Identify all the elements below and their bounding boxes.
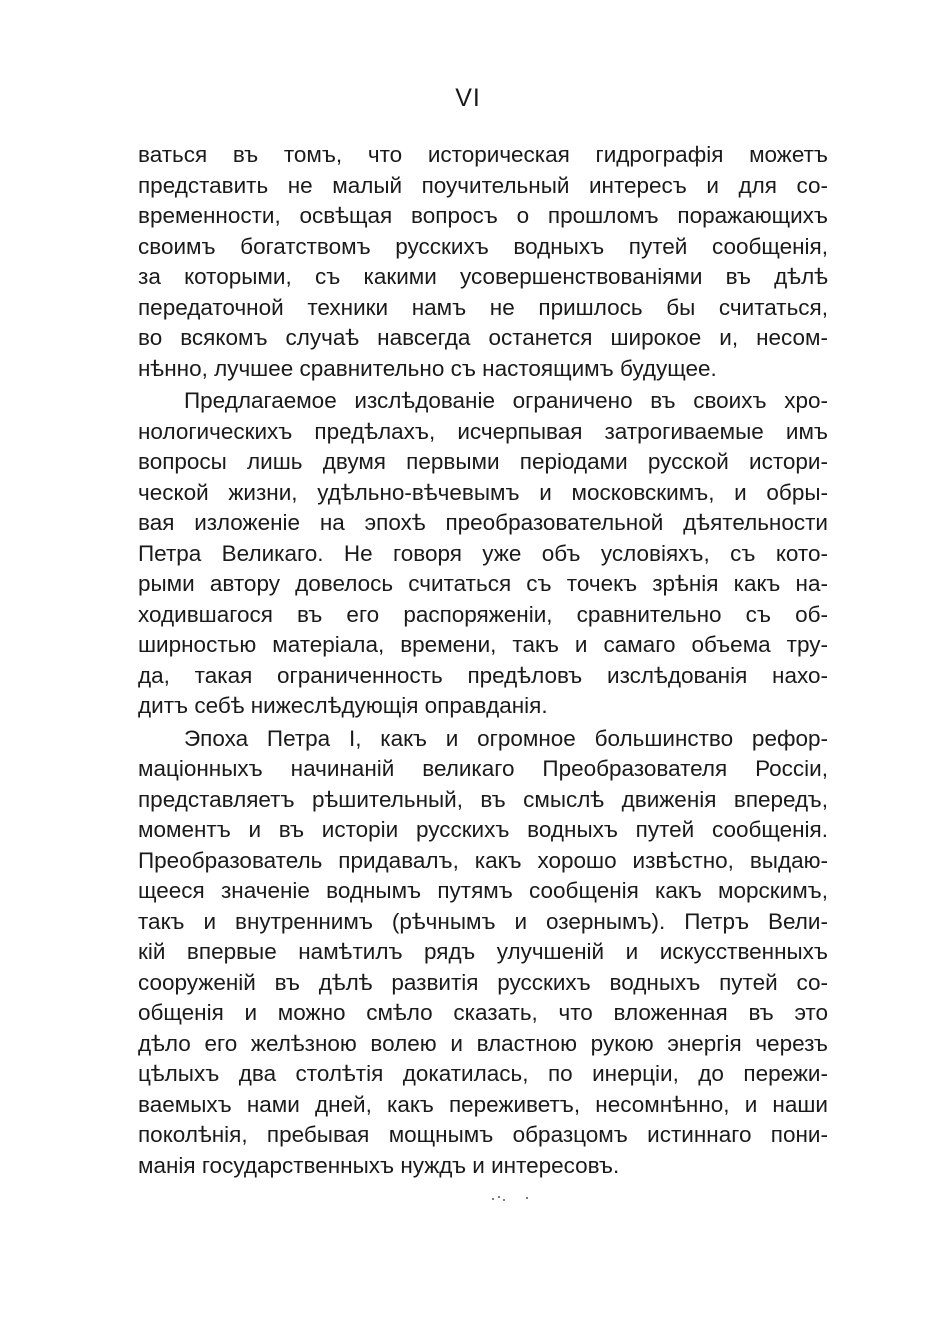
text-line: Петра Великаго. Не говоря уже объ условіяхъ, съ кото-: [138, 540, 828, 566]
text-line: временности, освѣщая вопросъ о прошломъ поражающихъ: [138, 203, 828, 228]
text-line: нологическихъ предѣлахъ, исчерпывая затрогиваемые имъ: [138, 418, 828, 444]
text-line: ческой жизни, удѣльно-вѣчевымъ и московскимъ, и обры-: [138, 479, 828, 505]
page-number: VI: [455, 84, 481, 112]
text-line: ширностью матеріала, времени, такъ и самаго объема тру-: [138, 632, 828, 657]
text-line: Предлагаемое изслѣдованіе ограничено въ своихъ хро-: [184, 388, 828, 413]
text-line: ходившагося въ его распоряженіи, сравнительно съ об-: [138, 601, 828, 627]
speck: [492, 1198, 494, 1200]
text-line: своимъ богатствомъ русскихъ водныхъ путей сообщенія,: [138, 233, 828, 259]
text-line: ваться въ томъ, что историческая гидрографія можетъ: [138, 142, 828, 167]
text-line: передаточной техники намъ не пришлось бы считаться,: [138, 294, 828, 320]
text-line: вая изложеніе на эпохѣ преобразовательной дѣятельности: [138, 510, 828, 535]
text-line: моментъ и въ исторіи русскихъ водныхъ путей сообщенія.: [138, 817, 828, 842]
text-line: маціонныхъ начинаній великаго Преобразователя Россіи,: [138, 756, 828, 781]
text-line: общенія и можно смѣло сказать, что вложенная въ это: [138, 1000, 828, 1025]
text-line: такъ и внутреннимъ (рѣчнымъ и озернымъ). Петръ Вели-: [138, 908, 828, 934]
text-line: ваемыхъ нами дней, какъ переживетъ, несомнѣнно, и наши: [138, 1091, 828, 1117]
text-line: сооруженій въ дѣлѣ развитія русскихъ водныхъ путей со-: [138, 969, 828, 995]
text-line: дитъ себѣ нижеслѣдующія оправданія.: [138, 693, 548, 718]
speck: [498, 1196, 500, 1198]
paragraph-2: [138, 386, 828, 722]
text-line: Преобразователь придавалъ, какъ хорошо извѣстно, выдаю-: [138, 847, 828, 873]
text-line: во всякомъ случаѣ навсегда останется широкое и, несом-: [138, 325, 828, 350]
text-line: щееся значеніе воднымъ путямъ сообщенія какъ морскимъ,: [138, 878, 828, 903]
text-line: представляетъ рѣшительный, въ смыслѣ движенія впередъ,: [138, 786, 828, 812]
text-line: за которыми, съ какими усовершенствованіями въ дѣлѣ: [138, 264, 828, 289]
speck: [526, 1197, 528, 1199]
speck: [503, 1199, 505, 1201]
text-line: кій впервые намѣтилъ рядъ улучшеній и искусственныхъ: [138, 939, 828, 964]
text-line: дѣло его желѣзною волею и властною рукою энергія черезъ: [138, 1030, 828, 1056]
text-line: поколѣнія, пребывая мощнымъ образцомъ истиннаго пони-: [138, 1122, 828, 1147]
text-line: нѣнно, лучшее сравнительно съ настоящимъ будущее.: [138, 355, 717, 381]
paragraph-1: [138, 140, 828, 384]
body-text: [138, 140, 828, 1181]
text-line: да, такая ограниченность предѣловъ изслѣдованія нахо-: [138, 662, 828, 688]
text-line: рыми автору довелось считаться съ точекъ зрѣнія какъ на-: [138, 571, 828, 596]
text-line: цѣлыхъ два столѣтія докатилась, по инерціи, до пережи-: [138, 1061, 828, 1086]
text-line: манія государственныхъ нуждъ и интересовъ.: [138, 1152, 620, 1178]
text-line: вопросы лишь двумя первыми періодами русской истори-: [138, 449, 828, 474]
text-line: Эпоха Петра I, какъ и огромное большинство рефор-: [184, 725, 828, 751]
paragraph-3: [138, 724, 828, 1182]
print-specks: [492, 1196, 532, 1202]
text-line: представить не малый поучительный интересъ и для со-: [138, 172, 828, 198]
